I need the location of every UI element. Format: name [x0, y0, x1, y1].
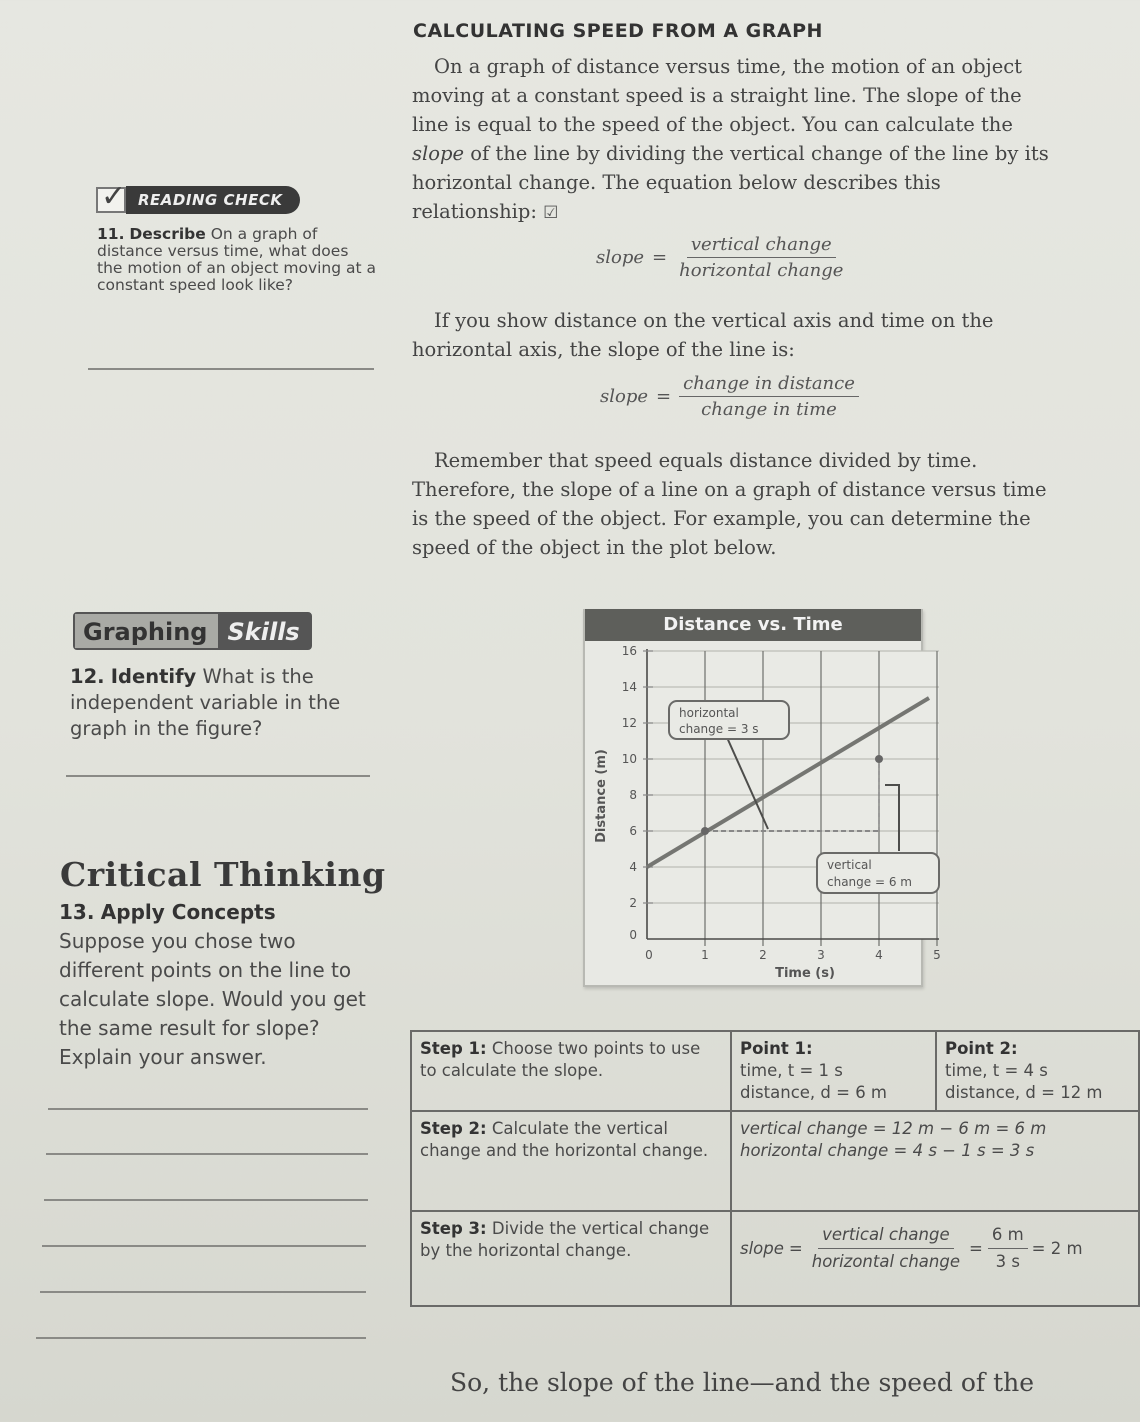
answer-line-13-5[interactable]	[40, 1291, 366, 1293]
svg-text:4: 4	[629, 860, 637, 874]
svg-text:4: 4	[875, 948, 883, 962]
answer-line-11[interactable]	[88, 368, 374, 370]
answer-line-13-3[interactable]	[44, 1199, 368, 1201]
svg-text:5: 5	[933, 948, 941, 962]
slope-steps-table	[410, 1030, 1140, 1307]
svg-text:1: 1	[701, 948, 709, 962]
reading-check-label: READING CHECK	[126, 186, 300, 214]
step-2-calculation: vertical change = 12 m − 6 m = 6 m horizontal change = 4 s − 1 s = 3 s	[731, 1111, 1139, 1211]
step-1-cell: Step 1: Choose two points to use to calculate the slope.	[411, 1031, 731, 1111]
critical-thinking-heading: Critical Thinking	[60, 855, 386, 894]
svg-text:0: 0	[629, 928, 637, 942]
step-2-cell: Step 2: Calculate the vertical change and the horizontal change.	[411, 1111, 731, 1211]
question-12: 12. Identify What is the independent variable in the graph in the figure?	[70, 665, 341, 740]
horizontal-change-annotation-1: horizontal	[679, 706, 739, 720]
axis-paragraph: If you show distance on the vertical axis and time on the horizontal axis, the slope of the line is:	[412, 309, 994, 361]
intro-paragraph: On a graph of distance versus time, the motion of an object moving at a constant speed is a straight line. The slope of the line is equal to the speed of the object. You can calculate the slope of the line by dividing the vertical change of the line by its horizontal change. The equation below describes this relationship: ☑	[412, 55, 1049, 223]
x-axis-label: Time (s)	[775, 966, 835, 981]
step-3-calculation: slope = $\frac{\text{vertical change}}{\text{horizontal change}}$ = $\frac{6 m}{3 s}$ = 2 m	[731, 1211, 1139, 1306]
question-11: 11. Describe On a graph of distance versus time, what does the motion of an object moving at a constant speed look like?	[97, 225, 377, 294]
distance-time-chart	[583, 609, 941, 987]
section-title: CALCULATING SPEED FROM A GRAPH	[413, 20, 823, 42]
chart-title: Distance vs. Time	[585, 609, 921, 641]
reading-check-banner	[96, 179, 300, 214]
answer-line-13-4[interactable]	[42, 1245, 366, 1247]
answer-line-13-2[interactable]	[46, 1153, 368, 1155]
vertical-change-annotation-2: change = 6 m	[827, 875, 912, 889]
svg-text:12: 12	[621, 716, 637, 730]
table-row	[411, 1031, 1139, 1111]
answer-line-13-6[interactable]	[36, 1337, 366, 1339]
svg-text:2: 2	[629, 896, 637, 910]
answer-line-12[interactable]	[66, 775, 370, 777]
svg-text:2: 2	[759, 948, 767, 962]
svg-text:16: 16	[621, 644, 637, 658]
slope-formula-2: slope = $\frac{\text{change in distance}}{\text{change in time}}$	[600, 373, 859, 420]
question-13: 13. Apply Concepts Suppose you chose two different points on the line to calculate slope. Would you get the same result for slope? Explain your answer.	[59, 900, 366, 1069]
svg-text:10: 10	[621, 752, 637, 766]
svg-text:0: 0	[645, 948, 653, 962]
vertical-change-annotation-1: vertical	[827, 858, 872, 872]
svg-text:6: 6	[629, 824, 637, 838]
graphing-skills-banner: Graphing Skills	[73, 612, 312, 650]
svg-text:8: 8	[629, 788, 637, 802]
point-2-cell: Point 2: time, t = 4 s distance, d = 12 m	[936, 1031, 1139, 1111]
svg-text:3: 3	[817, 948, 825, 962]
horizontal-change-annotation-2: change = 3 s	[679, 722, 759, 736]
table-row	[411, 1211, 1139, 1306]
step-3-cell: Step 3: Divide the vertical change by the horizontal change.	[411, 1211, 731, 1306]
point-1-cell: Point 1: time, t = 1 s distance, d = 6 m	[731, 1031, 936, 1111]
table-row	[411, 1111, 1139, 1211]
answer-line-13-1[interactable]	[48, 1108, 368, 1110]
checkmark-icon: ✓	[96, 187, 126, 213]
chart-plot	[585, 641, 941, 987]
conclusion-text: So, the slope of the line—and the speed of the	[450, 1368, 1035, 1397]
speed-paragraph: Remember that speed equals distance divided by time. Therefore, the slope of a line on a graph of distance versus time is the speed of the object. For example, you can determine the speed of the object in the plot below.	[412, 449, 1047, 559]
slope-formula-1: slope = $\frac{\text{vertical change}}{\text{horizontal change}}$	[596, 234, 844, 281]
checkbox-icon: ☑	[543, 203, 559, 223]
y-axis-label: Distance (m)	[594, 749, 609, 843]
svg-text:14: 14	[621, 680, 637, 694]
